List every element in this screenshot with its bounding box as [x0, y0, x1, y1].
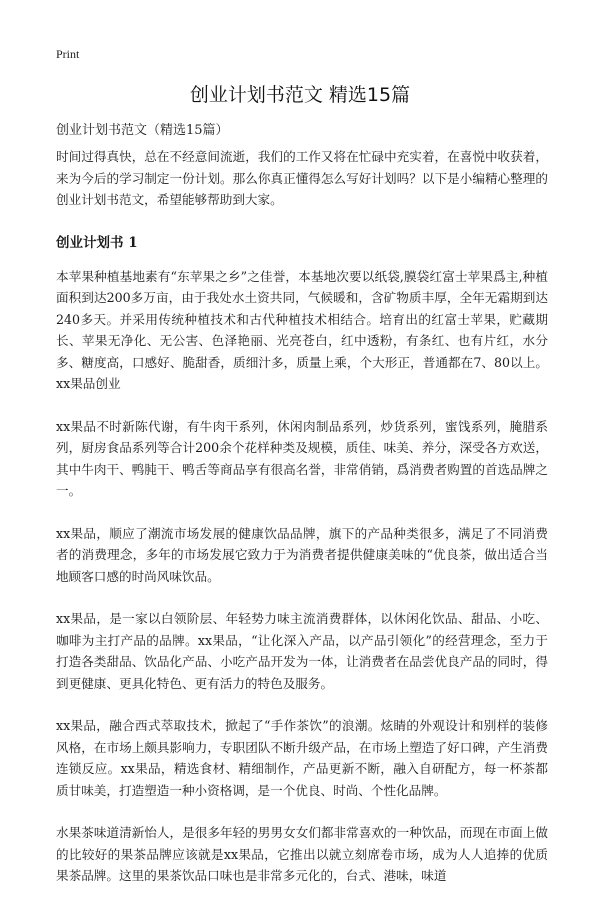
section-heading: 创业计划书 1 [56, 234, 138, 251]
document-subtitle: 创业计划书范文（精选15篇） [56, 123, 229, 138]
print-link[interactable]: Print [56, 47, 80, 61]
body-paragraph: 本苹果种植基地素有“东苹果之乡”之佳誉，本基地次要以纸袋,膜袋红富士苹果爲主,种植面积到达200多万亩，由于我处水土资共同，气候暖和，含矿物质丰厚，全年无霜期到达240多天。并采用传统种植技术和古代种植技术相结合。培育出的红富士苹果，贮藏期长、苹果无净化、无公害、色泽艳丽、光亮苍白，红中透粉，有条红、也有片红，水分多、糖度高，口感好、脆甜香，质细汁多，质量上乘，个大形正，普通都在7、80以上。xx果品创业 [56, 268, 548, 391]
body-paragraph: xx果品不时新陈代谢，有牛肉干系列，休闲肉制品系列，炒货系列，蜜饯系列，腌腊系列，厨房食品系列等合计200余个花样种类及规模，质佳、味美、养分，深受各方欢送，其中牛肉干、鸭肫干、鸭舌等商品享有很高名誉，非常俏销，爲消费者购置的首选品牌之一。 [56, 418, 548, 498]
body-paragraph: xx果品，顺应了潮流市场发展的健康饮品品牌，旗下的产品种类很多，满足了不同消费者的消费理念，多年的市场发展它致力于为消费者提供健康美味的“优良茶，做出适合当地顾客口感的时尚风味饮品。 [56, 525, 548, 584]
body-paragraph: xx果品，融合西式萃取技术，掀起了“手作茶饮”的浪潮。炫睛的外观设计和别样的装修风格，在市场上颇具影响力，专职团队不断升级产品，在市场上塑造了好口碑，产生消费连锁反应。xx果品，精选食材、精细制作，产品更新不断，融入自研配方，每一杯茶都质甘味美，打造塑造一种小资格调，是一个优良、时尚、个性化品牌。 [56, 718, 548, 798]
body-paragraph: 水果茶味道清新怡人，是很多年轻的男男女女们都非常喜欢的一种饮品，而现在市面上做的比较好的果茶品牌应该就是xx果品，它推出以就立刻席卷市场，成为人人追捧的优质果茶品牌。这里的果茶饮品口味也是非常多元化的，台式、港味，味道 [56, 825, 548, 883]
page-title: 创业计划书范文 精选15篇 [189, 84, 411, 106]
document-body [56, 146, 548, 908]
body-paragraph: xx果品，是一家以白领阶层、年轻势力味主流消费群体，以休闲化饮品、甜品、小吃、咖啡为主打产品的品牌。xx果品，“让化深入产品，以产品引领化”的经营理念，至力于打造各类甜品、饮品化产品、小吃产品开发为一体，让消费者在品尝优良产品的同时，得到更健康、更具化特色、更有活力的特色及服务。 [56, 611, 548, 691]
intro-paragraph: 时间过得真快，总在不经意间流逝，我们的工作又将在忙碌中充实着，在喜悦中收获着，来为今后的学习制定一份计划。那么你真正懂得怎么写好计划吗？以下是小编精心整理的创业计划书范文，希望能够帮助到大家。 [56, 149, 548, 207]
